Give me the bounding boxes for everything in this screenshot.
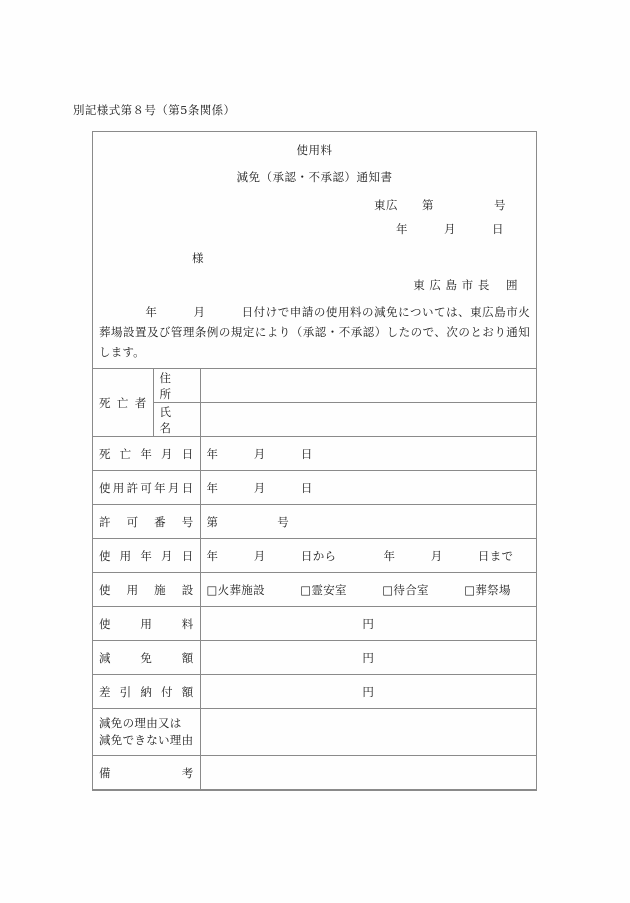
addressee-line: 様 (192, 251, 204, 265)
table-row-facility (93, 573, 536, 607)
usage-date-value[interactable]: 年 月 日から 年 月 日まで (200, 539, 536, 573)
table-row-permit-date (93, 471, 536, 505)
reason-label-line-2: 減免できない理由 (99, 733, 194, 747)
document-frame (92, 131, 537, 791)
reason-value[interactable] (200, 709, 536, 756)
usage-fee-label: 使用料 (93, 607, 200, 641)
table-row-reason (93, 709, 536, 756)
reduction-amount-value[interactable]: 円 (200, 641, 536, 675)
permit-date-value[interactable]: 年 月 日 (200, 471, 536, 505)
deceased-label: 死亡者 (93, 369, 153, 437)
remarks-label: 備 考 (93, 756, 200, 790)
deceased-name-label: 氏 名 (153, 403, 200, 437)
reason-label-line-1: 減免の理由又は (99, 716, 182, 730)
notification-details-table (93, 368, 536, 790)
issuer-line: 東 広 島 市 長 囲 (413, 278, 518, 292)
death-date-label: 死亡年月日 (93, 437, 200, 471)
permit-date-label: 使用許可年月日 (93, 471, 200, 505)
permit-number-label: 許可番号 (93, 505, 200, 539)
table-row-reduction-amount (93, 641, 536, 675)
payable-amount-label: 差引納付額 (93, 675, 200, 709)
usage-date-label: 使用年月日 (93, 539, 200, 573)
table-row-payable-amount (93, 675, 536, 709)
table-row-deceased-name (93, 403, 536, 437)
permit-number-value[interactable]: 第 号 (200, 505, 536, 539)
table-row-usage-date (93, 539, 536, 573)
facility-label: 使用施設 (93, 573, 200, 607)
document-header (93, 132, 536, 368)
remarks-value[interactable] (200, 756, 536, 790)
body-paragraph-text: 年 月 日付けで申請の使用料の減免については、東広島市火葬場設置及び管理条例の規定により（承認・不承認）したので、次のとおり通知します。 (99, 305, 530, 359)
death-date-value[interactable]: 年 月 日 (200, 437, 536, 471)
document-number-line: 東広 第 号 (374, 198, 506, 212)
reason-label (93, 709, 200, 756)
facility-checkbox-group[interactable]: □火葬施設 □霊安室 □待合室 □葬祭場 (200, 573, 536, 607)
deceased-address-value[interactable] (200, 369, 536, 403)
document-title-line-1: 使用料 (296, 143, 333, 157)
table-row-remarks (93, 756, 536, 790)
document-title-line-2: 減免（承認・不承認）通知書 (236, 170, 393, 184)
deceased-name-value[interactable] (200, 403, 536, 437)
table-row-death-date (93, 437, 536, 471)
document-date-line: 年 月 日 (396, 222, 504, 236)
table-row-deceased-address (93, 369, 536, 403)
table-row-usage-fee (93, 607, 536, 641)
payable-amount-value[interactable]: 円 (200, 675, 536, 709)
table-row-permit-number (93, 505, 536, 539)
form-number-label: 別記様式第８号（第5条関係） (73, 103, 236, 117)
deceased-address-label: 住 所 (153, 369, 200, 403)
body-paragraph (93, 293, 536, 368)
reduction-amount-label: 減免額 (93, 641, 200, 675)
usage-fee-value[interactable]: 円 (200, 607, 536, 641)
